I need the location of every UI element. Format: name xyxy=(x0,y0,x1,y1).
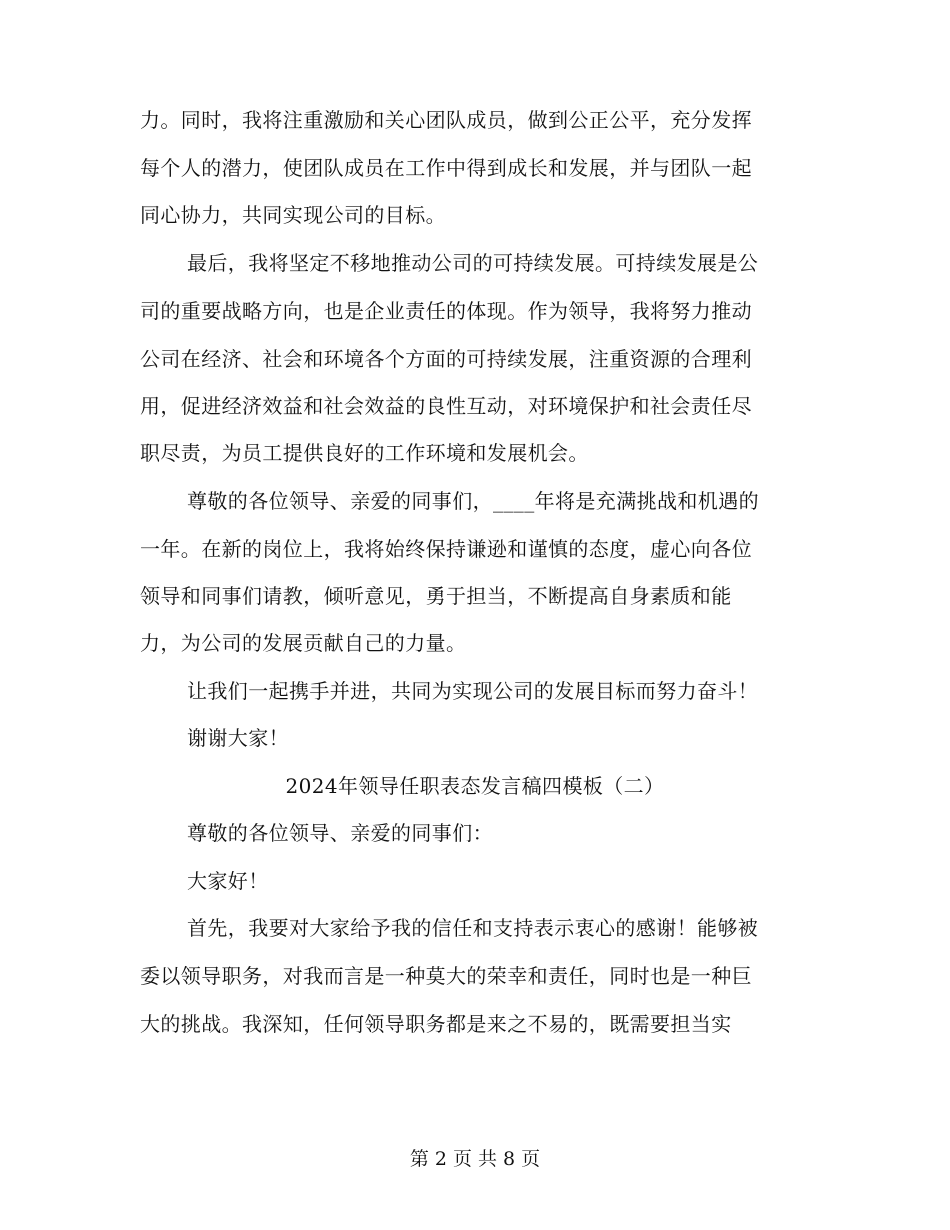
greeting: 大家好！ xyxy=(187,869,269,893)
paragraph-line: 一年。在新的岗位上，我将始终保持谦逊和谨慎的态度，虚心向各位 xyxy=(140,537,752,561)
paragraph-line: 同心协力，共同实现公司的目标。 xyxy=(140,203,446,227)
paragraph-line: 尊敬的各位领导、亲爱的同事们，____年将是充满挑战和机遇的 xyxy=(187,489,759,513)
paragraph-line: 力，为公司的发展贡献自己的力量。 xyxy=(140,631,467,655)
paragraph-line: 司的重要战略方向，也是企业责任的体现。作为领导，我将努力推动 xyxy=(140,299,752,323)
paragraph-line: 职尽责，为员工提供良好的工作环境和发展机会。 xyxy=(140,441,589,465)
paragraph-line: 谢谢大家！ xyxy=(187,726,289,750)
paragraph-line: 公司在经济、社会和环境各个方面的可持续发展，注重资源的合理利 xyxy=(140,347,752,371)
paragraph-line: 力。同时，我将注重激励和关心团队成员，做到公正公平，充分发挥 xyxy=(140,108,752,132)
page-number: 第 2 页 共 8 页 xyxy=(409,1148,541,1170)
paragraph-line: 领导和同事们请教，倾听意见，勇于担当，不断提高自身素质和能 xyxy=(140,584,732,608)
salutation: 尊敬的各位领导、亲爱的同事们： xyxy=(187,821,493,845)
paragraph-line: 最后，我将坚定不移地推动公司的可持续发展。可持续发展是公 xyxy=(187,251,759,275)
paragraph-line: 让我们一起携手并进，共同为实现公司的发展目标而努力奋斗！ xyxy=(187,679,759,703)
paragraph-line: 首先，我要对大家给予我的信任和支持表示衷心的感谢！能够被 xyxy=(187,916,759,940)
section-title: 2024年领导任职表态发言稿四模板（二） xyxy=(285,774,665,798)
paragraph-line: 大的挑战。我深知，任何领导职务都是来之不易的，既需要担当实 xyxy=(140,1012,732,1036)
paragraph-line: 委以领导职务，对我而言是一种莫大的荣幸和责任，同时也是一种巨 xyxy=(140,964,752,988)
paragraph-line: 用，促进经济效益和社会效益的良性互动，对环境保护和社会责任尽 xyxy=(140,394,752,418)
paragraph-line: 每个人的潜力，使团队成员在工作中得到成长和发展，并与团队一起 xyxy=(140,156,752,180)
